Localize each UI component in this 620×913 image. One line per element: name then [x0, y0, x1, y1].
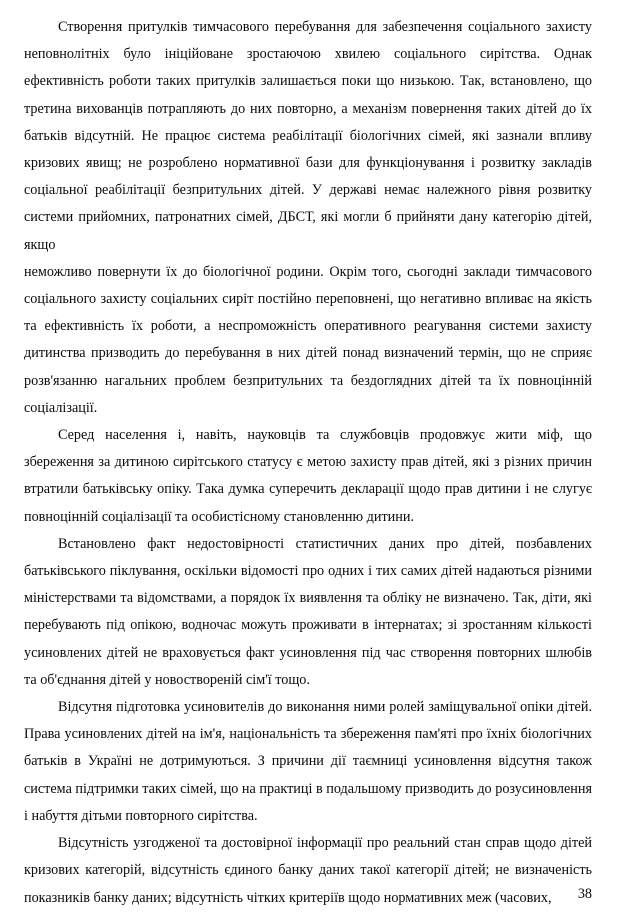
paragraph-2: неможливо повернути їх до біологічної родини. Окрім того, сьогодні заклади тимчасового соціального захисту соціальних сиріт постійно переповнені, що негативно впливає на якість та ефективність їх роботи, а неспроможність оперативного реагування системи захисту дитинства призводить до перебування в них дітей понад визначений термін, що не сприяє розв'язанню нагальних проблем безпритульних та бездоглядних дітей та їх повноцінній соціалізації.: [24, 263, 592, 416]
paragraph-1: Створення притулків тимчасового перебування для забезпечення соціального захисту неповнолітніх було ініційоване зростаючою хвилею соціального сирітства. Однак ефективність роботи таких притулків залишається поки що низькою. Так, встановлено, що третина вихованців потрапляють до них повторно, а механізм повернення таких дітей до їх батьків відсутній. Не працює система реабілітації біологічних сімей, які зазнали впливу кризових явищ; не розроблено нормативної бази для функціонування і розвитку закладів соціальної реабілітації безпритульних дітей. У державі немає належного рівня розвитку системи прийомних, патронатних сімей, ДБСТ, які могли б прийняти дану категорію дітей, якщо: [24, 19, 592, 253]
paragraph-4: Встановлено факт недостовірності статистичних даних про дітей, позбавлених батьківського піклування, оскільки відомості про одних і тих самих дітей надаються різними міністерствами та відомствами, а порядок їх виявлення та обліку не визначено. Так, діти, які перебувають під опікою, водночас можуть проживати в інтернатах; зі зростанням кількості усиновлених дітей не враховується факт усиновлення під час створення повторних шлюбів та об'єднання дітей у новоствореній сім'ї тощо.: [24, 535, 592, 688]
paragraph-5: Відсутня підготовка усиновителів до виконання ними ролей заміщувальної опіки дітей. Права усиновлених дітей на ім'я, національність та збереження пам'яті про їхніх біологічних батьків в Україні не дотримуються. З причини дії таємниці усиновлення відсутня також система підтримки таких сімей, що на практиці в подальшому призводить до розусиновлення і набуття дітьми повторного сирітства.: [24, 699, 592, 824]
paragraph-3: Серед населення і, навіть, науковців та службовців продовжує жити міф, що збереження за дитиною сирітського статусу є метою захисту прав дітей, які з різних причин втратили батьківську опіку. Така думка суперечить декларації щодо прав дитини і не слугує повноцінній соціалізації та особистісному становленню дитини.: [24, 427, 592, 525]
document-body: [24, 14, 592, 912]
page-number: 38: [577, 886, 592, 902]
paragraph-6: Відсутність узгодженої та достовірної інформації про реальний стан справ щодо дітей кризових категорій, відсутність єдиного банку даних такої категорії дітей; не визначеність показників банку даних; відсутність чітких критеріїв щодо нормативних меж (часових,: [24, 835, 592, 906]
